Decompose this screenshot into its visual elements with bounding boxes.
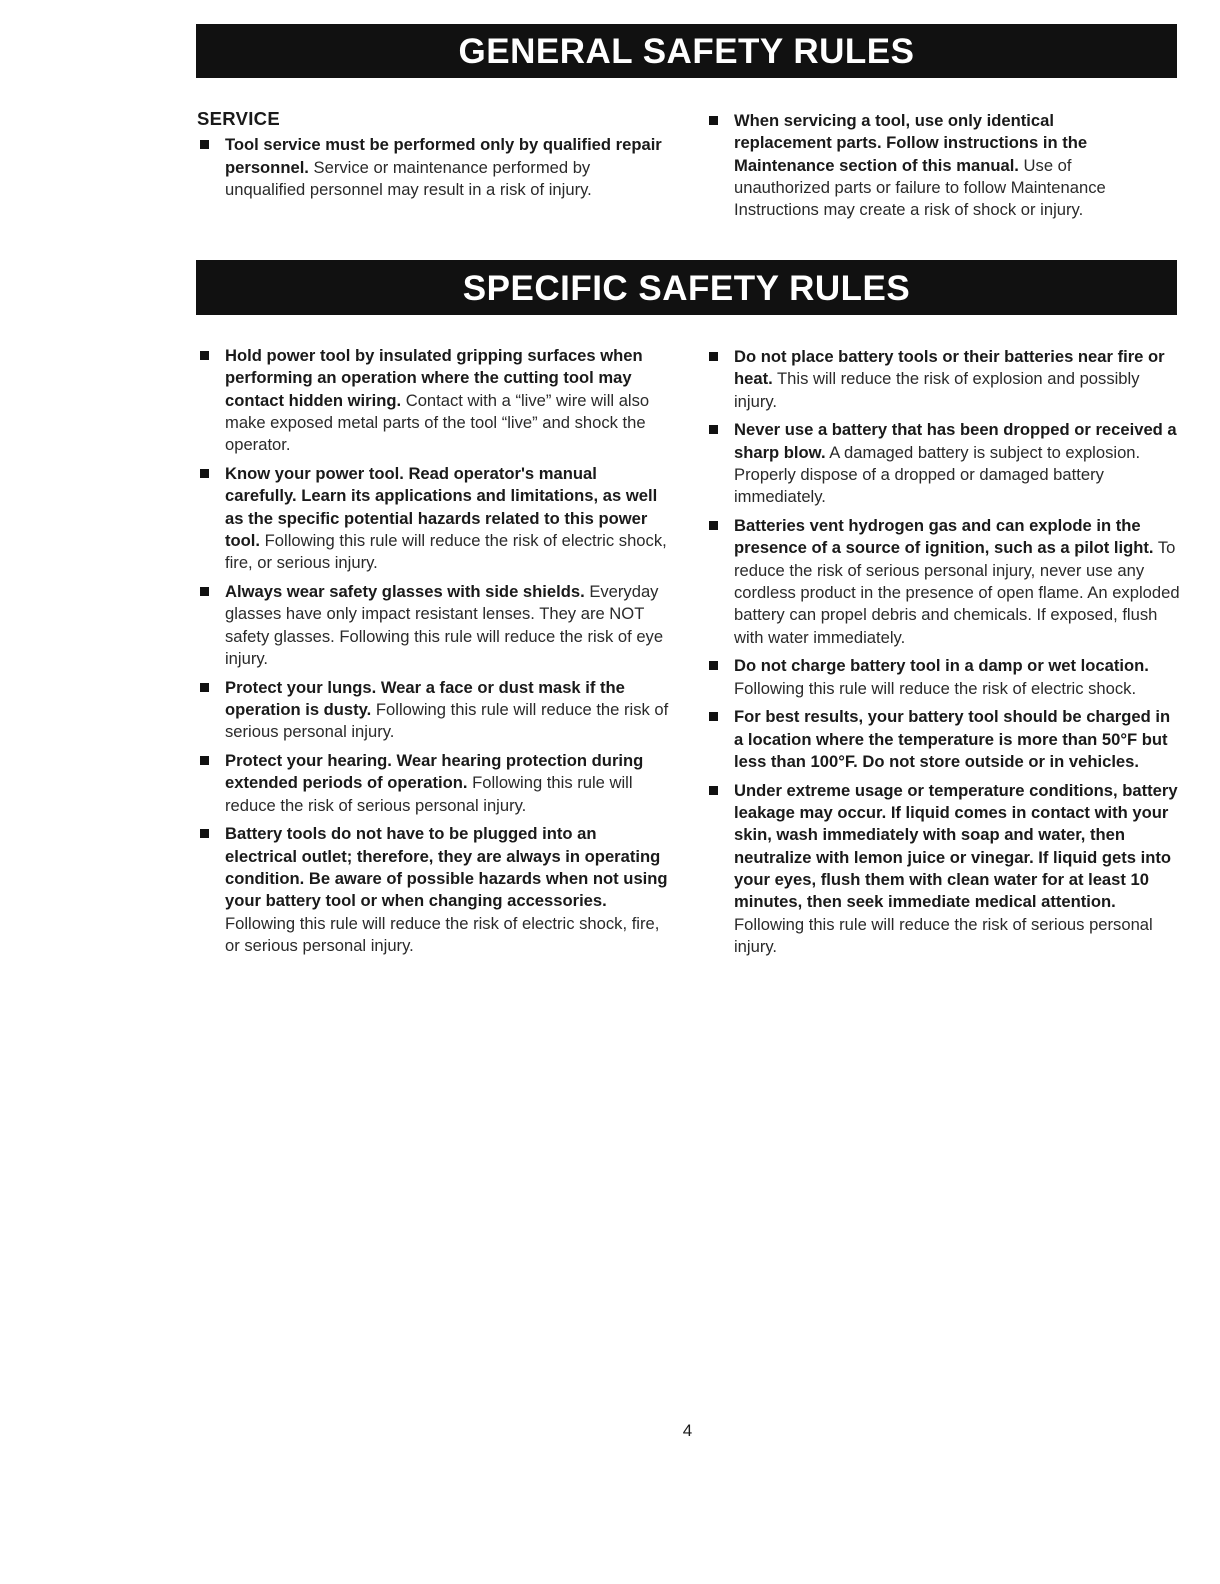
- rule-bold-text: Protect your lungs. Wear a face or dust mask if the operation is dusty.: [225, 677, 625, 719]
- rule-bold-text: Always wear safety glasses with side shields.: [225, 581, 585, 601]
- rule-item: [197, 823, 672, 957]
- service-right-list: [706, 110, 1156, 221]
- page-number: 4: [682, 1421, 693, 1440]
- rule-detail-text: Contact with a “live” wire will also make exposed metal parts of the tool “live” and shock the operator.: [225, 390, 650, 455]
- rule-item: [706, 780, 1181, 958]
- rule-detail-text: A damaged battery is subject to explosion. Properly dispose of a dropped or damaged battery immediately.: [734, 442, 1141, 507]
- rule-detail-text: Service or maintenance performed by unqualified personnel may result in a risk of injury.: [225, 157, 592, 199]
- rule-item: [706, 706, 1181, 773]
- specific-right-column: [706, 346, 1181, 965]
- specific-right-list: [706, 346, 1181, 958]
- rule-bold-text: Tool service must be performed only by qualified repair personnel.: [225, 135, 662, 177]
- rule-bold-text: Do not charge battery tool in a damp or wet location.: [734, 656, 1149, 676]
- square-bullet-icon: [709, 712, 718, 721]
- rule-bold-text: Do not place battery tools or their batteries near fire or heat.: [734, 347, 1165, 389]
- rule-bold-text: When servicing a tool, use only identical replacement parts. Follow instructions in the Maintenance section of this manual.: [734, 111, 1088, 175]
- rule-item: [197, 345, 672, 456]
- square-bullet-icon: [200, 140, 209, 149]
- rule-item: [706, 655, 1181, 700]
- square-bullet-icon: [200, 587, 209, 596]
- square-bullet-icon: [709, 352, 718, 361]
- rule-item: [197, 677, 672, 744]
- service-right-column: [706, 110, 1156, 228]
- service-left-list: [197, 134, 667, 201]
- rule-item: [197, 750, 672, 817]
- square-bullet-icon: [200, 351, 209, 360]
- rule-bold-text: Protect your hearing. Wear hearing protection during extended periods of operation.: [225, 751, 644, 793]
- square-bullet-icon: [200, 683, 209, 692]
- rule-detail-text: Following this rule will reduce the risk of electric shock, fire, or serious injury.: [225, 530, 667, 573]
- square-bullet-icon: [200, 829, 209, 838]
- rule-detail-text: Following this rule will reduce the risk of serious personal injury.: [225, 773, 633, 815]
- rule-bold-text: Never use a battery that has been dropped or received a sharp blow.: [734, 420, 1177, 462]
- rule-bold-text: Under extreme usage or temperature conditions, battery leakage may occur. If liquid comes in contact with your skin, wash immediately with soap and water, then neutralize with lemon juice or vinegar. If liquid gets into your eyes, flush them with clean water for at least 10 minutes, then seek immediate medical attention.: [734, 780, 1178, 912]
- rule-bold-text: For best results, your battery tool should be charged in a location where the temperature is more than 50°F but less than 100°F. Do not store outside or in vehicles.: [734, 707, 1171, 772]
- rule-bold-text: Know your power tool. Read operator's manual carefully. Learn its applications and limitations, as well as the specific potential hazards related to this power tool.: [225, 463, 658, 550]
- square-bullet-icon: [200, 469, 209, 478]
- specific-safety-rules-banner: SPECIFIC SAFETY RULES: [196, 260, 1177, 315]
- rule-item: [197, 581, 672, 670]
- rule-detail-text: Following this rule will reduce the risk of serious personal injury.: [734, 914, 1153, 956]
- general-safety-rules-banner: GENERAL SAFETY RULES: [196, 24, 1177, 78]
- rule-bold-text: Hold power tool by insulated gripping surfaces when performing an operation where the cutting tool may contact hidden wiring.: [225, 346, 643, 410]
- rule-item: [197, 463, 672, 574]
- rule-item: [706, 515, 1181, 649]
- square-bullet-icon: [709, 116, 718, 125]
- rule-item: [706, 346, 1181, 413]
- rule-bold-text: Battery tools do not have to be plugged into an electrical outlet; therefore, they are always in operating condition. Be aware of possible hazards when not using your battery tool or when changing accessories.: [225, 824, 668, 911]
- square-bullet-icon: [709, 425, 718, 434]
- square-bullet-icon: [709, 786, 718, 795]
- rule-detail-text: To reduce the risk of serious personal injury, never use any cordless product in the presence of open flame. An exploded battery can propel debris and chemicals. If exposed, flush with water immediately.: [734, 538, 1180, 647]
- service-section: [197, 108, 667, 208]
- rule-detail-text: Everyday glasses have only impact resistant lenses. They are NOT safety glasses. Following this rule will reduce the risk of eye injury.: [225, 581, 664, 668]
- square-bullet-icon: [709, 661, 718, 670]
- square-bullet-icon: [709, 521, 718, 530]
- square-bullet-icon: [200, 756, 209, 765]
- rule-item: [197, 134, 667, 201]
- rule-detail-text: Following this rule will reduce the risk of serious personal injury.: [225, 699, 669, 742]
- rule-detail-text: This will reduce the risk of explosion and possibly injury.: [734, 369, 1140, 411]
- rule-bold-text: Batteries vent hydrogen gas and can explode in the presence of a source of ignition, such as a pilot light.: [734, 516, 1154, 558]
- specific-left-list: [197, 345, 672, 957]
- specific-left-column: [197, 345, 672, 964]
- rule-item: [706, 110, 1156, 221]
- rule-detail-text: Use of unauthorized parts or failure to follow Maintenance Instructions may create a risk of shock or injury.: [734, 155, 1106, 220]
- service-heading: SERVICE: [197, 108, 280, 129]
- rule-detail-text: Following this rule will reduce the risk of electric shock, fire, or serious personal injury.: [225, 913, 660, 955]
- rule-detail-text: Following this rule will reduce the risk of electric shock.: [734, 678, 1137, 698]
- rule-item: [706, 419, 1181, 508]
